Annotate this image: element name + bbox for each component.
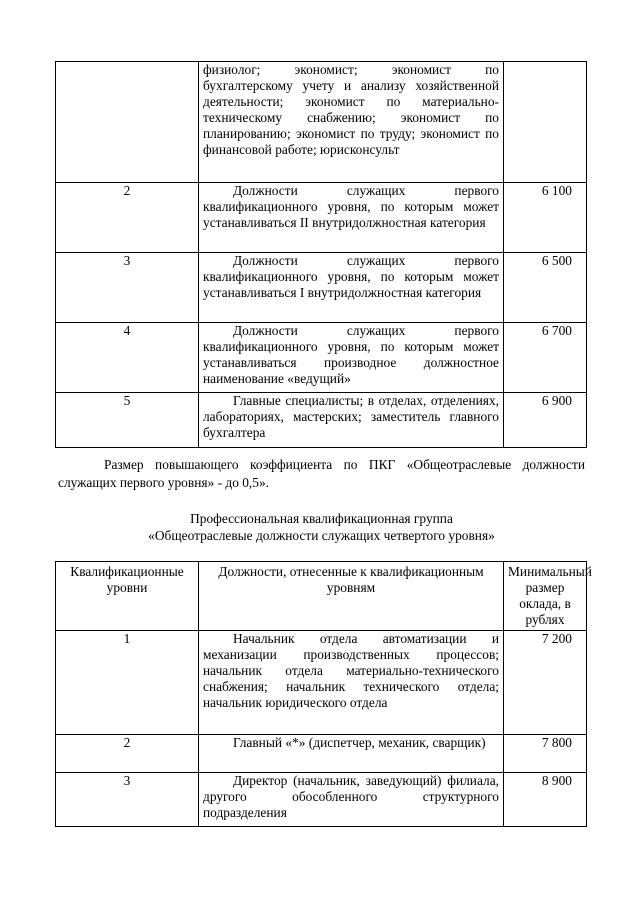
qualification-table-first-level [55,61,587,448]
positions-cell: Должности служащих первого квалификационного уровня, по которым может устанавливаться II внутридолжностная категория [199,183,504,253]
header-salary: Минимальный размер оклада, в рублях [504,562,587,631]
positions-cell: Главный «*» (диспетчер, механик, сварщик) [199,735,504,773]
level-cell: 5 [56,393,199,448]
positions-cell: физиолог; экономист; экономист по бухгалтерскому учету и анализу хозяйственной деятельности; экономист по материально- техническому снабжению; экономист по планированию; экономист по труду; экономист по финансовой работе; юрисконсульт [199,62,504,183]
table-row [56,393,587,448]
level-cell: 4 [56,323,199,393]
positions-cell: Начальник отдела автоматизации и механизации производственных процессов; начальник отдела материально-технического снабжения; начальник технического отдела; начальник юридического отдела [199,631,504,735]
level-cell [56,62,199,183]
salary-cell: 6 100 [504,183,587,253]
salary-cell: 7 200 [504,631,587,735]
table-row [56,183,587,253]
salary-cell: 8 900 [504,773,587,827]
table-row [56,631,587,735]
salary-cell: 6 900 [504,393,587,448]
level-cell: 1 [56,631,199,735]
salary-cell: 7 800 [504,735,587,773]
table-row [56,735,587,773]
table-row [56,323,587,393]
group-title-line1: Профессиональная квалификационная группа [190,511,453,526]
positions-cell: Главные специалисты; в отделах, отделениях, лабораториях, мастерских; заместитель главного бухгалтера [199,393,504,448]
header-levels: Квалификационные уровни [56,562,199,631]
qualification-table-fourth-level [55,561,592,827]
salary-cell: 6 700 [504,323,587,393]
level-cell: 3 [56,773,199,827]
positions-cell: Должности служащих первого квалификационного уровня, по которым может устанавливаться I внутридолжностная категория [199,253,504,323]
level-cell: 2 [56,183,199,253]
table-row [56,773,587,827]
level-cell: 3 [56,253,199,323]
table-row [56,62,587,183]
level-cell: 2 [56,735,199,773]
positions-cell: Директор (начальник, заведующий) филиала, другого обособленного структурного подразделения [199,773,504,827]
group-title [58,510,585,544]
coefficient-note: Размер повышающего коэффициента по ПКГ «Общеотраслевые должности служащих первого уровня» - до 0,5». [58,457,585,490]
group-title-line2: «Общеотраслевые должности служащих четвертого уровня» [148,528,495,543]
table-row [56,253,587,323]
header-positions: Должности, отнесенные к квалификационным уровням [199,562,504,631]
salary-cell: 6 500 [504,253,587,323]
table-header-row [56,562,587,631]
positions-cell: Должности служащих первого квалификационного уровня, по которым может устанавливаться производное должностное наименование «ведущий» [199,323,504,393]
salary-cell [504,62,587,183]
